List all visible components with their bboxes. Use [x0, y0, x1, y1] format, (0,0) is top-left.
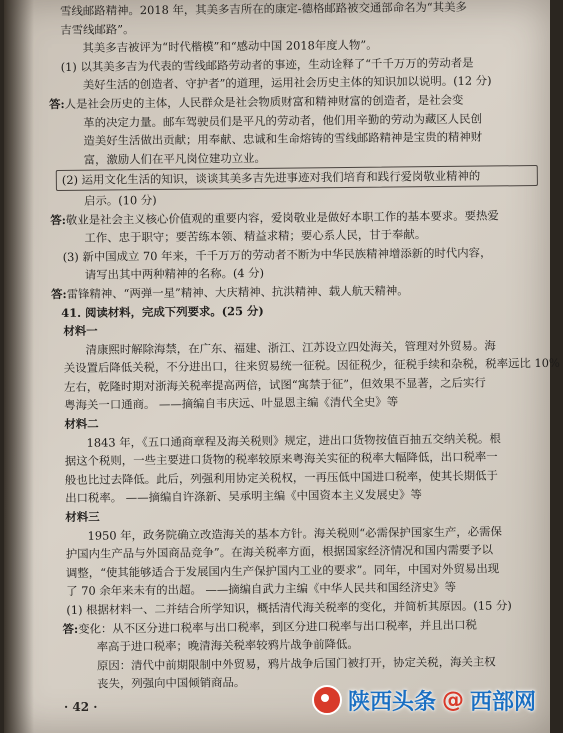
line-text: 41. 阅读材料，完成下列要求。(25 分) — [61, 303, 264, 320]
line-text: 敬业是社会主义核心价值观的重要内容，爱岗敬业是做好本职工作的基本要求。要热爱 — [65, 207, 499, 227]
line-text: 其美多吉被评为“时代楷模”和“感动中国 2018年度人物”。 — [82, 37, 378, 55]
line-text: 变化：从不区分进口税率与出口税率，到区分进口税率与出口税率，并且出口税 — [78, 617, 477, 636]
line-text: 请写出其中两种精神的名称。(4 分) — [84, 266, 265, 283]
line-text: 美好生活的创造者、守护者”的道理，运用社会历史主体的知识加以说明。(12 分) — [82, 73, 492, 93]
line-text: 率高于进口税率；晚清海关税率较鸦片战争前降低。 — [96, 637, 359, 654]
line-text: (3) 新中国成立 70 年来，千千万万的劳动者不断为中华民族精神增添新的时代内容， — [62, 245, 492, 264]
line-text: 材料一 — [63, 323, 98, 339]
line-text: 了 70 余年来未有的出超。 ——摘编自武力主编《中华人民共和国经济史》等 — [66, 580, 457, 599]
document-text — [48, 0, 560, 694]
answer-label: 答: — [62, 621, 79, 636]
line-text: 出口税率。 ——摘编自许涤新、吴承明主编《中国资本主义发展史》等 — [65, 487, 422, 506]
line-text: 调整，“使其能够适合于发展国内生产保护国内工业的要求”。同年，中国对外贸易出现 — [65, 561, 500, 580]
line-text: 护国内生产品与外国商品竞争”。在海关税率方面，根据国家经济情况和国内需要予以 — [65, 542, 494, 562]
line-text: 雪线邮路精神。2018 年，其美多吉所在的康定-德格邮路被交通部命名为“其美多 — [60, 0, 467, 18]
line-text: 富，激励人们在平凡岗位建功立业。 — [83, 150, 266, 167]
line-text: (1) 以其美多吉为代表的雪线邮路劳动者的事迹，生动诠释了“千千万万的劳动者是 — [60, 55, 474, 74]
line-text: 据这个税则，一些主要进口货物的税率较原来粤海关实征的税率大幅降低，出口税率一 — [64, 449, 498, 469]
page-fold-shadow — [4, 0, 34, 733]
line-text: 材料二 — [64, 416, 99, 432]
line-text: (1) 根据材料一、二并结合所学知识，概括清代海关税率的变化，并简析其原因。(15 分) — [66, 598, 512, 617]
answer-label: 答: — [48, 96, 65, 112]
line-text: 原因：清代中前期限制中外贸易，鸦片战争后国门被打开，协定关税，海关主权 — [96, 654, 496, 673]
watermark-brand: 陕西头条 — [347, 689, 436, 715]
line-text: 造美好生活做出贡献；用奉献、忠诚和生命熔铸的雪线邮路精神是宝贵的精神财 — [83, 129, 483, 148]
line-text: 雷锋精神、“两弹一星”精神、大庆精神、抗洪精神、载人航天精神。 — [66, 283, 409, 301]
line-text: 丧失，列强向中国倾销商品。 — [97, 675, 246, 692]
answer-label: 答: — [50, 286, 67, 302]
line-text: 启示。(10 分) — [84, 192, 157, 208]
line-text: 工作、忠于职守；要苦练本领、精益求精；要心系人民，甘于奉献。 — [84, 227, 427, 245]
line-text: 材料三 — [65, 509, 100, 525]
line-text: 吉雪线邮路”。 — [60, 21, 135, 37]
watermark-site: 西部网 — [469, 689, 536, 715]
line-text: 1843 年，《五口通商章程及海关税则》规定，进出口货物按值百抽五交纳关税。根 — [86, 431, 501, 450]
line-text: 清康熙时解除海禁，在广东、福建、浙江、江苏设立四处海关，管理对外贸易。海 — [85, 338, 496, 357]
line-text: 关设置后降低关税，不分进出口，往来贸易统一征税。因征税少，征税手续和杂税，税率远比 10% — [63, 356, 560, 376]
page-number: · 42 · — [64, 700, 98, 714]
answer-label: 答: — [50, 212, 66, 227]
watermark-logo-icon — [312, 685, 342, 715]
line-text: (2) 运用文化生活的知识，谈谈其美多吉先进事迹对我们培育和践行爱岗敬业精神的 — [61, 168, 481, 188]
line-text: 1950 年，政务院确立改造海关的基本方针。海关税则“必需保护国家生产，必需保 — [87, 524, 502, 543]
line-text: 左右，乾隆时期对浙海关税率提高两倍，试图“寓禁于征”，但效果不显著，之后实行 — [63, 375, 486, 394]
line-text: 粤海关一口通商。 ——摘编自韦庆远、叶显恩主编《清代全史》等 — [64, 394, 399, 413]
exam-paper — [4, 0, 560, 733]
line-text: 人是社会历史的主体，人民群众是社会物质财富和精神财富的创造者，是社会变 — [64, 92, 464, 111]
watermark — [312, 682, 536, 718]
line-text: 革的决定力量。邮车驾驶员们是平凡的劳动者，他们用辛勤的劳动为藏区人民创 — [83, 111, 483, 130]
line-text: 般也比过去降低。此后，列强利用协定关税权，一再压低中国进口税率，使其长期低于 — [64, 468, 498, 487]
watermark-at: @ — [441, 687, 464, 713]
